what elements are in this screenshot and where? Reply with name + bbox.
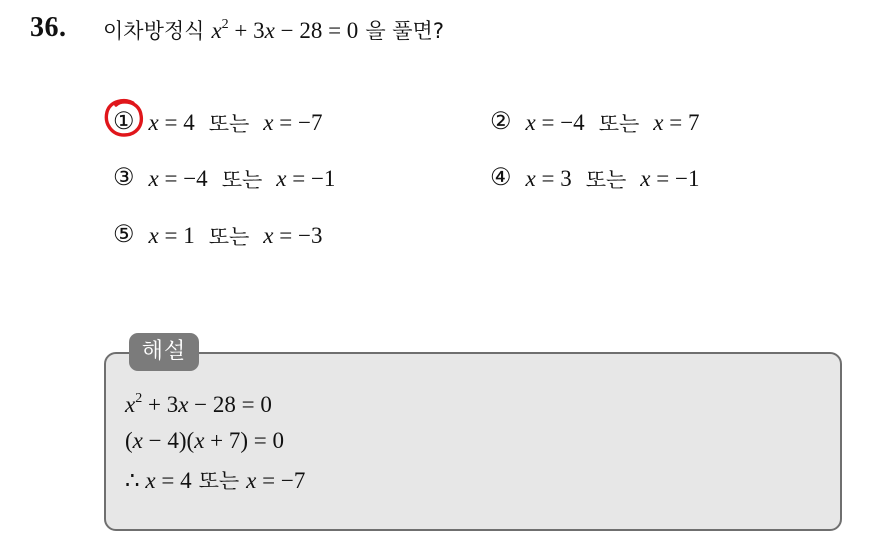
question-text (103, 15, 444, 45)
solution-line-1: $x^2 + 3x - 28 = 0$ (125, 391, 272, 417)
choice-2[interactable]: ② x = −4 또는 x = 7 (490, 109, 700, 136)
choice-5[interactable]: ⑤ x = 1 또는 x = −3 (113, 222, 323, 249)
choice-number-4: ④ (490, 165, 512, 191)
choice-1[interactable]: ① x = 4 또는 x = −7 (113, 109, 323, 136)
question-prefix: 이차방정식 (103, 19, 205, 43)
choice-number-1: ① (113, 109, 135, 135)
question-equation: $x^2 + 3x - 28 = 0$ (211, 17, 359, 43)
question-number: 36. (30, 12, 67, 43)
choice-4[interactable]: ④ x = 3 또는 x = −1 (490, 165, 700, 192)
choice-number-2: ② (490, 109, 512, 135)
solution-line-2: (x − 4)(x + 7) = 0 (125, 428, 285, 453)
question-suffix: 을 풀면? (365, 19, 444, 43)
choice-number-3: ③ (113, 165, 135, 191)
choice-3[interactable]: ③ x = −4 또는 x = −1 (113, 165, 336, 192)
solution-label: 해설 (129, 333, 199, 371)
choice-number-5: ⑤ (113, 222, 135, 248)
solution-line-3: ∴ x = 4 또는 x = −7 (125, 468, 306, 493)
